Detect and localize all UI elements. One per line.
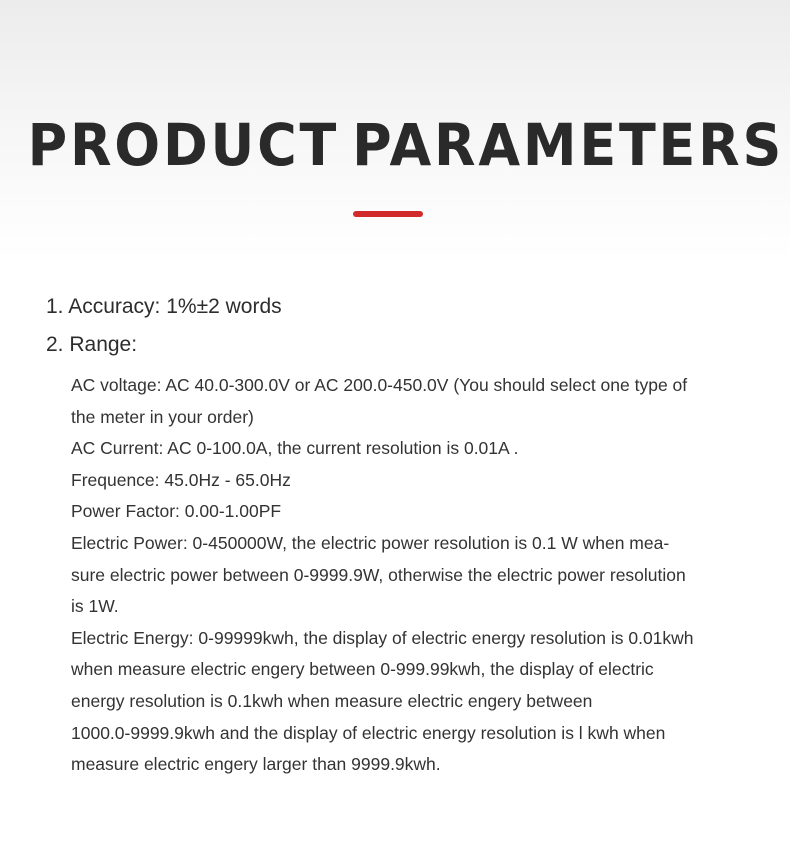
title-word-parameters: PARAMETERS	[352, 111, 785, 179]
page-title	[27, 110, 785, 180]
range-line-ac-voltage-cont: the meter in your order)	[71, 406, 254, 427]
range-line-electric-energy-cont-1: when measure electric engery between 0-999.99kwh, the display of electric	[71, 659, 654, 680]
range-line-electric-energy-cont-2: energy resolution is 0.1kwh when measure electric engery between	[71, 690, 593, 711]
parameters-list	[46, 288, 746, 781]
range-line-electric-power-cont-1: sure electric power between 0-9999.9W, otherwise the electric power resolution	[71, 564, 686, 585]
range-line-ac-voltage: AC voltage: AC 40.0-300.0V or AC 200.0-450.0V (You should select one type of	[71, 375, 688, 395]
range-line-electric-power-cont-2: is 1W.	[71, 596, 119, 617]
accuracy-item: 1. Accuracy: 1%±2 words	[46, 295, 282, 318]
title-word-product: PRODUCT	[27, 111, 340, 179]
title-accent-divider	[353, 211, 423, 217]
range-line-frequency: Frequence: 45.0Hz - 65.0Hz	[71, 469, 291, 490]
range-item: 2. Range:	[46, 333, 138, 356]
range-details	[46, 370, 721, 781]
header	[0, 0, 790, 230]
range-line-electric-energy-cont-3: 1000.0-9999.9kwh and the display of electric energy resolution is l kwh when	[71, 722, 666, 743]
range-line-power-factor: Power Factor: 0.00-1.00PF	[71, 501, 282, 522]
range-line-electric-energy: Electric Energy: 0-99999kwh, the display of electric energy resolution is 0.01kwh	[71, 627, 694, 648]
range-line-electric-energy-cont-4: measure electric engery larger than 9999.9kwh.	[71, 754, 441, 775]
range-line-ac-current: AC Current: AC 0-100.0A, the current resolution is 0.01A .	[71, 438, 519, 459]
range-line-electric-power: Electric Power: 0-450000W, the electric power resolution is 0.1 W when mea-	[71, 532, 670, 553]
